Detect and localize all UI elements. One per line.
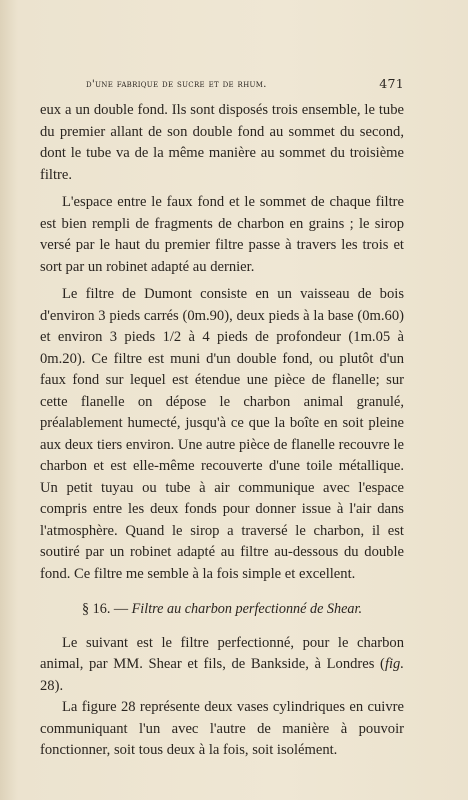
paragraph-4 (40, 633, 404, 698)
paragraph-2: L'espace entre le faux fond et le sommet de chaque filtre est bien rempli de fragments de charbon en grains ; le sirop versé par le haut du premier filtre passe à travers les trois et sort par un robinet adapté au dernier. (40, 194, 404, 275)
section-number: § 16. — (81, 601, 129, 617)
figure-reference: fig. (384, 656, 404, 672)
section-title: Filtre au charbon perfectionné de Shear. (131, 601, 363, 617)
paragraph-5: La figure 28 représente deux vases cylindriques en cuivre communiquant l'un avec l'autre de manière à pouvoir fonctionner, soit tous deux à la fois, soit isolément. (40, 699, 404, 758)
page-number: 471 (379, 76, 404, 91)
paragraph-3: Le filtre de Dumont consiste en un vaisseau de bois d'environ 3 pieds carrés (0m.90), deux pieds à la base (0m.60) et environ 3 pieds 1/2 à 4 pieds de profondeur (1m.05 à 0m.20). Ce filtre est muni d'un double fond, ou plutôt d'un faux fond sur lequel est étendue une pièce de flanelle; sur cette flanelle on dépose le charbon animal granulé, préalablement humecté, jusqu'à ce que la boîte en soit pleine aux deux tiers environ. Une autre pièce de flanelle recouvre le charbon et est elle-même recouverte d'une toile métallique. Un petit tuyau ou tube à air communique avec l'espace compris entre les deux fonds pour donner issue à l'air dans l'atmosphère. Quand le sirop a traversé le charbon, il est soutiré par un robinet adapté au filtre au-dessous du double fond. Ce filtre me semble à la fois simple et excellent. (40, 286, 404, 582)
body-text (40, 100, 404, 762)
paragraph-1: eux a un double fond. Ils sont disposés trois ensemble, le tube du premier allant de son double fond au sommet du second, dont le tube va de la même manière au sommet du troisième filtre. (40, 102, 404, 183)
paragraph-4-end: 28). (40, 677, 64, 694)
section-heading (40, 599, 404, 621)
running-title: d'une fabrique de sucre et de rhum. (86, 78, 267, 90)
paragraph-4-start: Le suivant est le filtre perfectionné, pour le charbon animal, par MM. Shear et fils, de Bankside, à Londres ( (40, 634, 404, 672)
